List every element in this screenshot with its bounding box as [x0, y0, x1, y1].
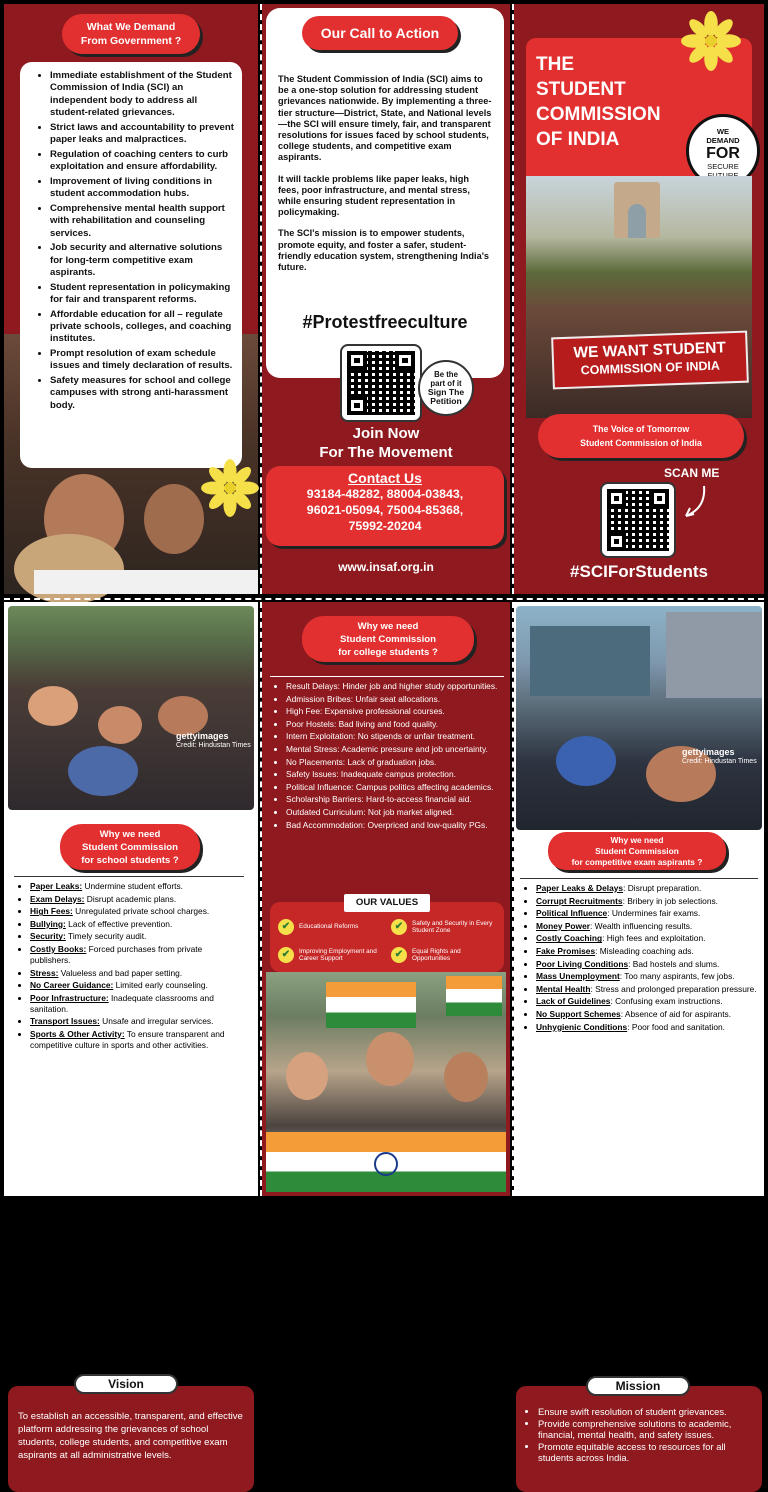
check-icon: ✔: [391, 919, 407, 935]
value-item: [391, 916, 498, 938]
school-issue-item: [30, 881, 244, 892]
mission-item: • Provide comprehensive solutions to academic, financial, mental health, and safety issues.: [538, 1418, 752, 1441]
exam-list-box: [520, 878, 758, 1034]
coaching-protest-photo: [516, 606, 762, 830]
college-issue-item: • Political Influence: Campus politics affecting academics.: [286, 782, 504, 793]
demand-item: • Improvement of living conditions in student accommodation hubs.: [50, 176, 234, 201]
college-list: [270, 681, 504, 831]
school-issue-item: [30, 894, 244, 905]
mission-item: • Ensure swift resolution of student grievances.: [538, 1406, 752, 1418]
join-text: Join Now For The Movement: [319, 425, 453, 461]
scan-me-label: SCAN ME: [664, 466, 720, 480]
values-box: [270, 897, 504, 972]
issue-description: : Poor food and sanitation.: [627, 1021, 725, 1032]
college-issue-item: • Safety Issues: Inadequate campus protection.: [286, 769, 504, 780]
issue-label: Transport Issues:: [30, 1016, 100, 1027]
petition-qr-code[interactable]: [340, 344, 422, 422]
school-issue-item: [30, 1016, 244, 1027]
issue-description: Unregulated private school charges.: [72, 906, 210, 917]
exam-issue-item: [536, 984, 758, 995]
call-box: The Student Commission of India (SCI) aims to be a one-stop solution for addressing student grievances nationwide. By implementing a three-tier structure—District, State, and National levels—the SCI will ensure timely, fair, and transparent resolutions for issues faced by school students, college students, and competitive exam aspirants. It will tackle problems like paper leaks, high fees, poor infrastructure, and mental stress, while ensuring student representation in policymaking. The SCI's mission is to empower students, promote equity, and foster a safer, student-friendly education system, strengthening India's future. #Protestfreeculture: [266, 8, 504, 378]
demand-item: • Affordable education for all – regulate private schools, colleges, and coaching institutes.: [50, 309, 234, 346]
scan-qr-code[interactable]: [600, 482, 676, 558]
protest-banner: WE WANT STUDENT COMMISSION OF INDIA: [551, 331, 749, 390]
values-grid: [278, 916, 498, 966]
issue-description: Lack of effective prevention.: [65, 918, 173, 929]
voice-tagline: The Voice of Tomorrow Student Commission of India: [538, 414, 744, 458]
call-title: Our Call to Action: [302, 16, 458, 50]
college-issue-item: • Mental Stress: Academic pressure and job uncertainty.: [286, 744, 504, 755]
issue-description: Forced purchases from private publishers.: [30, 943, 203, 965]
exam-issue-item: [536, 1009, 758, 1020]
college-issue-item: • Outdated Curriculum: Not job market aligned.: [286, 807, 504, 818]
value-label: Educational Reforms: [299, 923, 359, 931]
school-issue-item: [30, 968, 244, 979]
issue-label: Lack of Guidelines: [536, 996, 611, 1007]
college-title: Why we need Student Commission for college students ?: [302, 616, 474, 662]
exam-issue-item: [536, 908, 758, 919]
mission-list: [522, 1406, 752, 1464]
issue-label: No Support Schemes: [536, 1008, 621, 1019]
issue-description: To ensure transparent and competitive culture in sports and other activities.: [30, 1028, 225, 1050]
demand-item: • Student representation in policymaking for fair and transparent reforms.: [50, 282, 234, 307]
exam-list: [520, 883, 758, 1033]
demands-title: What We Demand From Government ?: [62, 14, 200, 54]
issue-description: : Bad hostels and slums.: [628, 958, 720, 969]
value-label: Improving Employment and Career Support: [299, 947, 377, 962]
vision-box: To establish an accessible, transparent, and effective platform addressing the grievances of school students, college students, and competitive exam aspirants at all administrative levels.: [8, 1386, 254, 1492]
demand-item: • Regulation of coaching centers to curb exploitation and ensure affordability.: [50, 149, 234, 174]
exam-issue-item: [536, 921, 758, 932]
exam-issue-item: [536, 933, 758, 944]
issue-description: : Disrupt preparation.: [623, 883, 702, 893]
school-issue-item: [30, 919, 244, 930]
issue-label: Bullying:: [30, 918, 66, 929]
value-item: [278, 916, 385, 938]
values-title: OUR VALUES: [344, 894, 430, 912]
exam-issue-item: [536, 896, 758, 907]
issue-label: Sports & Other Activity:: [30, 1028, 125, 1039]
contact-title: Contact Us: [348, 470, 422, 486]
college-issue-item: • Intern Exploitation: No stipends or unfair treatment.: [286, 731, 504, 742]
issue-label: Fake Promises: [536, 945, 596, 956]
exam-issue-item: [536, 959, 758, 970]
issue-description: Valueless and bad paper setting.: [58, 967, 183, 978]
check-icon: ✔: [278, 947, 294, 963]
issue-label: Money Power: [536, 920, 590, 931]
issue-label: Mass Unemployment: [536, 971, 620, 982]
issue-description: Inadequate classrooms and sanitation.: [30, 992, 214, 1014]
contact-box: [266, 466, 504, 546]
issue-description: : Absence of aid for aspirants.: [620, 1008, 732, 1019]
demands-list-box: [20, 62, 242, 468]
issue-label: High Fees:: [30, 906, 73, 917]
school-list-box: [14, 876, 244, 1053]
call-panel: [262, 4, 510, 594]
exam-issue-item: [536, 946, 758, 957]
value-item: [278, 944, 385, 966]
issue-description: : Bribery in job selections.: [622, 895, 718, 906]
check-icon: ✔: [278, 919, 294, 935]
sci-hashtag: #SCIForStudents: [570, 562, 708, 581]
issue-description: : Too many aspirants, few jobs.: [619, 971, 735, 982]
issue-label: Unhygienic Conditions: [536, 1021, 628, 1032]
exam-panel: [514, 602, 764, 1464]
vision-title: Vision: [74, 1374, 178, 1394]
demand-item: • Safety measures for school and college campuses with strong anti-harassment body.: [50, 375, 234, 412]
demand-item: • Strict laws and accountability to prevent paper leaks and malpractices.: [50, 122, 234, 147]
value-label: Safety and Security in Every Student Zone: [412, 919, 493, 934]
school-issue-item: [30, 980, 244, 991]
issue-description: : High fees and exploitation.: [602, 933, 706, 944]
school-title: Why we need Student Commission for school students ?: [60, 824, 200, 870]
issue-description: : Confusing exam instructions.: [610, 996, 723, 1007]
contact-numbers: 93184-48282, 88004-03843, 96021-05094, 75004-85368, 75992-20204: [306, 487, 464, 533]
demand-badge: WE DEMAND FOR SECURE: [686, 114, 760, 188]
college-list-box: [270, 676, 504, 832]
school-panel: [4, 602, 258, 1461]
issue-label: Poor Infrastructure:: [30, 992, 109, 1003]
sign-petition-badge[interactable]: Be the part of it Sign The Petition: [418, 360, 474, 416]
college-issue-item: • Scholarship Barriers: Hard-to-access financial aid.: [286, 794, 504, 805]
exam-issue-item: [536, 1022, 758, 1033]
school-issue-item: [30, 931, 244, 942]
india-gate-protest-photo: [526, 176, 752, 418]
issue-description: : Stress and prolonged preparation pressure.: [590, 983, 757, 994]
college-panel: [262, 602, 510, 1196]
exam-issue-item: [536, 996, 758, 1007]
issue-label: Poor Living Conditions: [536, 958, 629, 969]
arrow-icon: [680, 484, 710, 524]
issue-label: Political Influence: [536, 908, 608, 919]
cover-panel: [514, 4, 764, 594]
issue-label: Exam Delays:: [30, 893, 85, 904]
demand-item: • Immediate establishment of the Student Commission of India (SCI) an independent body to address all student-related grievances.: [50, 70, 234, 120]
issue-description: Disrupt academic plans.: [84, 893, 177, 904]
mission-title: Mission: [586, 1376, 690, 1396]
issue-description: : Wealth influencing results.: [589, 920, 693, 931]
demand-item: • Comprehensive mental health support with rehabilitation and counseling services.: [50, 203, 234, 240]
issue-description: Unsafe and irregular services.: [99, 1016, 214, 1027]
college-issue-item: • Bad Accommodation: Overpriced and low-quality PGs.: [286, 820, 504, 831]
check-icon: ✔: [391, 947, 407, 963]
website-link[interactable]: www.insaf.org.in: [338, 560, 434, 574]
issue-description: Undermine student efforts.: [82, 881, 184, 891]
cover-title-box: THE STUDENT COMMISSION OF INDIA: [526, 38, 752, 178]
college-issue-item: • High Fee: Expensive professional courses.: [286, 706, 504, 717]
exam-title: Why we need Student Commission for competitive exam aspirants ?: [548, 832, 726, 870]
mission-box: [516, 1386, 762, 1492]
demands-panel: [4, 4, 258, 594]
issue-label: Mental Health: [536, 983, 591, 994]
college-issue-item: • Poor Hostels: Bad living and food quality.: [286, 719, 504, 730]
issue-label: Security:: [30, 931, 66, 942]
college-issue-item: • No Placements: Lack of graduation jobs.: [286, 757, 504, 768]
school-issue-item: [30, 1029, 244, 1051]
demands-list: [34, 70, 234, 412]
issue-description: : Undermines fair exams.: [607, 908, 701, 919]
issue-label: Stress:: [30, 967, 59, 978]
getty-watermark: gettyimages Credit: Hindustan Times: [176, 731, 251, 749]
demand-item: • Job security and alternative solutions for long-term competitive exam aspirants.: [50, 242, 234, 279]
flag-students-photo: [266, 972, 506, 1192]
value-item: [391, 944, 498, 966]
value-label: Equal Rights and Opportunities: [412, 947, 461, 962]
exam-issue-item: [536, 971, 758, 982]
exam-issue-item: [536, 883, 758, 894]
issue-label: Paper Leaks & Delays: [536, 883, 624, 893]
issue-label: Corrupt Recruitments: [536, 895, 623, 906]
college-issue-item: • Admission Bribes: Unfair seat allocations.: [286, 694, 504, 705]
flower-icon: [682, 12, 740, 70]
school-issue-item: [30, 944, 244, 966]
school-issue-item: [30, 993, 244, 1015]
flower-icon: [202, 460, 258, 516]
issue-description: : Misleading coaching ads.: [595, 945, 694, 956]
school-list: [14, 881, 244, 1051]
issue-description: Timely security audit.: [65, 931, 147, 942]
issue-label: No Career Guidance:: [30, 980, 114, 991]
issue-label: Costly Books:: [30, 943, 87, 954]
protest-hashtag: #Protestfreeculture: [302, 312, 468, 332]
school-issue-item: [30, 906, 244, 917]
demand-item: • Prompt resolution of exam schedule issues and timely declaration of results.: [50, 348, 234, 373]
issue-description: Limited early counseling.: [113, 980, 208, 991]
mission-item: • Promote equitable access to resources for all students across India.: [538, 1441, 752, 1464]
issue-label: Costly Coaching: [536, 933, 603, 944]
sit-in-protest-photo: [8, 606, 254, 810]
college-issue-item: • Result Delays: Hinder job and higher study opportunities.: [286, 681, 504, 692]
getty-watermark: gettyimages Credit: Hindustan Times: [682, 747, 757, 765]
issue-label: Paper Leaks:: [30, 881, 83, 891]
